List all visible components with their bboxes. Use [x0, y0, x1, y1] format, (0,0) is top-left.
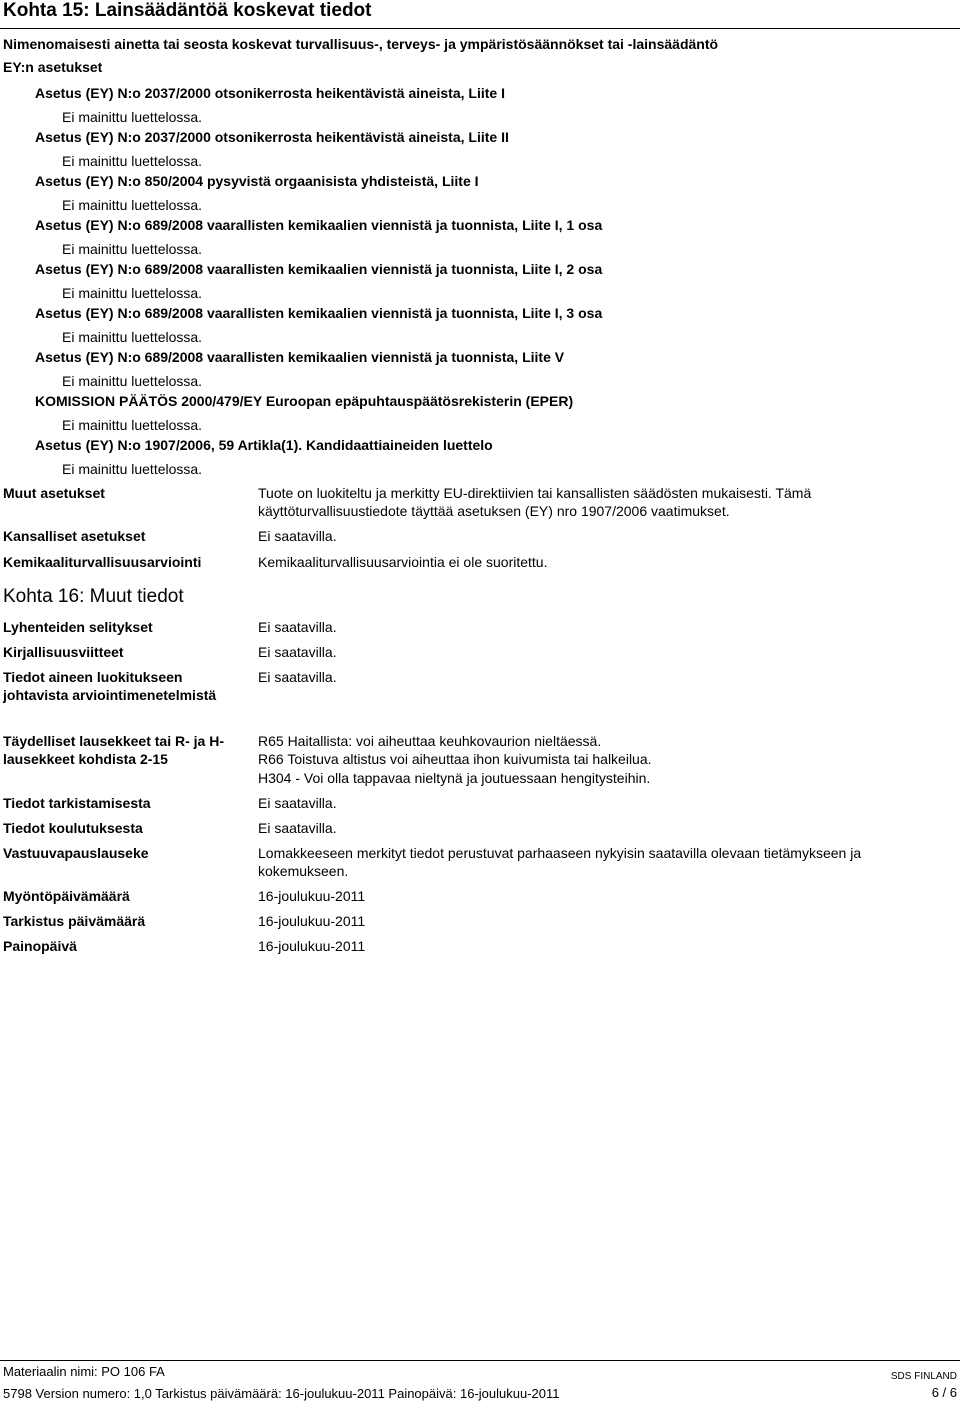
phrase-line: H304 - Voi olla tappavaa nieltynä ja joutuessaan hengitysteihin. — [258, 770, 651, 786]
regulation-name: Asetus (EY) N:o 850/2004 pysyvistä orgaanisista yhdisteistä, Liite I — [35, 173, 479, 189]
abbreviations-value: Ei saatavilla. — [258, 619, 337, 635]
regulation-name: Asetus (EY) N:o 689/2008 vaarallisten kemikaalien viennistä ja tuonnista, Liite I, 2 osa — [35, 261, 603, 277]
revision-date-value: 16-joulukuu-2011 — [258, 913, 366, 929]
regulation-value: Ei mainittu luettelossa. — [62, 329, 203, 345]
regulation-value: Ei mainittu luettelossa. — [62, 285, 203, 301]
classification-method-value: Ei saatavilla. — [258, 669, 337, 685]
section-15-header — [0, 0, 960, 29]
footer-page-number: 6 / 6 — [931, 1385, 957, 1400]
phrases-label: Täydelliset lausekkeet tai R- ja H-lausekkeet kohdista 2-15 — [3, 733, 224, 767]
issue-date-label: Myöntöpäivämäärä — [3, 888, 130, 904]
regulation-value: Ei mainittu luettelossa. — [62, 153, 203, 169]
regulation-value: Ei mainittu luettelossa. — [62, 461, 203, 477]
regulation-name: Asetus (EY) N:o 689/2008 vaarallisten kemikaalien viennistä ja tuonnista, Liite V — [35, 349, 565, 365]
regulation-name: KOMISSION PÄÄTÖS 2000/479/EY Euroopan epäpuhtauspäätösrekisterin (EPER) — [35, 393, 574, 409]
phrase-line: R65 Haitallista: voi aiheuttaa keuhkovaurion nieltäessä. — [258, 733, 602, 749]
literature-value: Ei saatavilla. — [258, 644, 337, 660]
national-regulations-label: Kansalliset asetukset — [3, 528, 146, 544]
footer-document-info: 5798 Version numero: 1,0 Tarkistus päivämäärä: 16-joulukuu-2011 Painopäivä: 16-joulukuu-2011 — [3, 1386, 560, 1401]
phrase-line: R66 Toistuva altistus voi aiheuttaa ihon kuivumista tai halkeilua. — [258, 751, 652, 767]
footer-sds-label: SDS FINLAND — [890, 1371, 957, 1382]
print-date-value: 16-joulukuu-2011 — [258, 938, 366, 954]
revision-date-label: Tarkistus päivämäärä — [3, 913, 146, 929]
regulation-name: Asetus (EY) N:o 2037/2000 otsonikerrosta heikentävistä aineista, Liite I — [35, 85, 505, 101]
national-regulations-value: Ei saatavilla. — [258, 528, 337, 544]
literature-label: Kirjallisuusviitteet — [3, 644, 124, 660]
regulation-name: Asetus (EY) N:o 689/2008 vaarallisten kemikaalien viennistä ja tuonnista, Liite I, 3 osa — [35, 305, 603, 321]
section-16-title: Kohta 16: Muut tiedot — [3, 586, 184, 607]
other-regulations-value: Tuote on luokiteltu ja merkitty EU-direktiivien tai kansallisten säädösten mukaisesti. Tämä käyttöturvallisuustiedote täyttää asetuksen (EY) nro 1907/2006 vaatimukset. — [258, 485, 812, 519]
audit-info-value: Ei saatavilla. — [258, 795, 337, 811]
disclaimer-value: Lomakkeeseen merkityt tiedot perustuvat parhaaseen nykyisin saatavilla olevaan tietämykseen ja kokemukseen. — [258, 845, 862, 879]
regulation-value: Ei mainittu luettelossa. — [62, 109, 203, 125]
other-regulations-label: Muut asetukset — [3, 485, 105, 501]
training-info-label: Tiedot koulutuksesta — [3, 820, 143, 836]
regulation-name: Asetus (EY) N:o 2037/2000 otsonikerrosta heikentävistä aineista, Liite II — [35, 129, 509, 145]
footer-material-name: Materiaalin nimi: PO 106 FA — [3, 1364, 165, 1379]
training-info-value: Ei saatavilla. — [258, 820, 337, 836]
regulation-value: Ei mainittu luettelossa. — [62, 373, 203, 389]
eu-regulations-heading: EY:n asetukset — [3, 59, 103, 75]
classification-method-label: Tiedot aineen luokitukseen johtavista arviointimenetelmistä — [3, 669, 217, 703]
regulation-value: Ei mainittu luettelossa. — [62, 197, 203, 213]
regulation-name: Asetus (EY) N:o 1907/2006, 59 Artikla(1). Kandidaattiaineiden luettelo — [35, 437, 493, 453]
print-date-label: Painopäivä — [3, 938, 77, 954]
issue-date-value: 16-joulukuu-2011 — [258, 888, 366, 904]
section-15-subtitle: Nimenomaisesti ainetta tai seosta koskevat turvallisuus-, terveys- ja ympäristösäännökset tai -lainsäädäntö — [3, 36, 719, 52]
regulation-value: Ei mainittu luettelossa. — [62, 417, 203, 433]
abbreviations-label: Lyhenteiden selitykset — [3, 619, 153, 635]
audit-info-label: Tiedot tarkistamisesta — [3, 795, 151, 811]
chemical-safety-assessment-label: Kemikaaliturvallisuusarviointi — [3, 554, 202, 570]
regulation-name: Asetus (EY) N:o 689/2008 vaarallisten kemikaalien viennistä ja tuonnista, Liite I, 1 osa — [35, 217, 603, 233]
regulation-value: Ei mainittu luettelossa. — [62, 241, 203, 257]
chemical-safety-assessment-value: Kemikaaliturvallisuusarviointia ei ole suoritettu. — [258, 554, 548, 570]
disclaimer-label: Vastuuvapauslauseke — [3, 845, 149, 861]
footer-divider — [0, 1360, 960, 1361]
section-15-title: Kohta 15: Lainsäädäntöä koskevat tiedot — [3, 0, 372, 21]
